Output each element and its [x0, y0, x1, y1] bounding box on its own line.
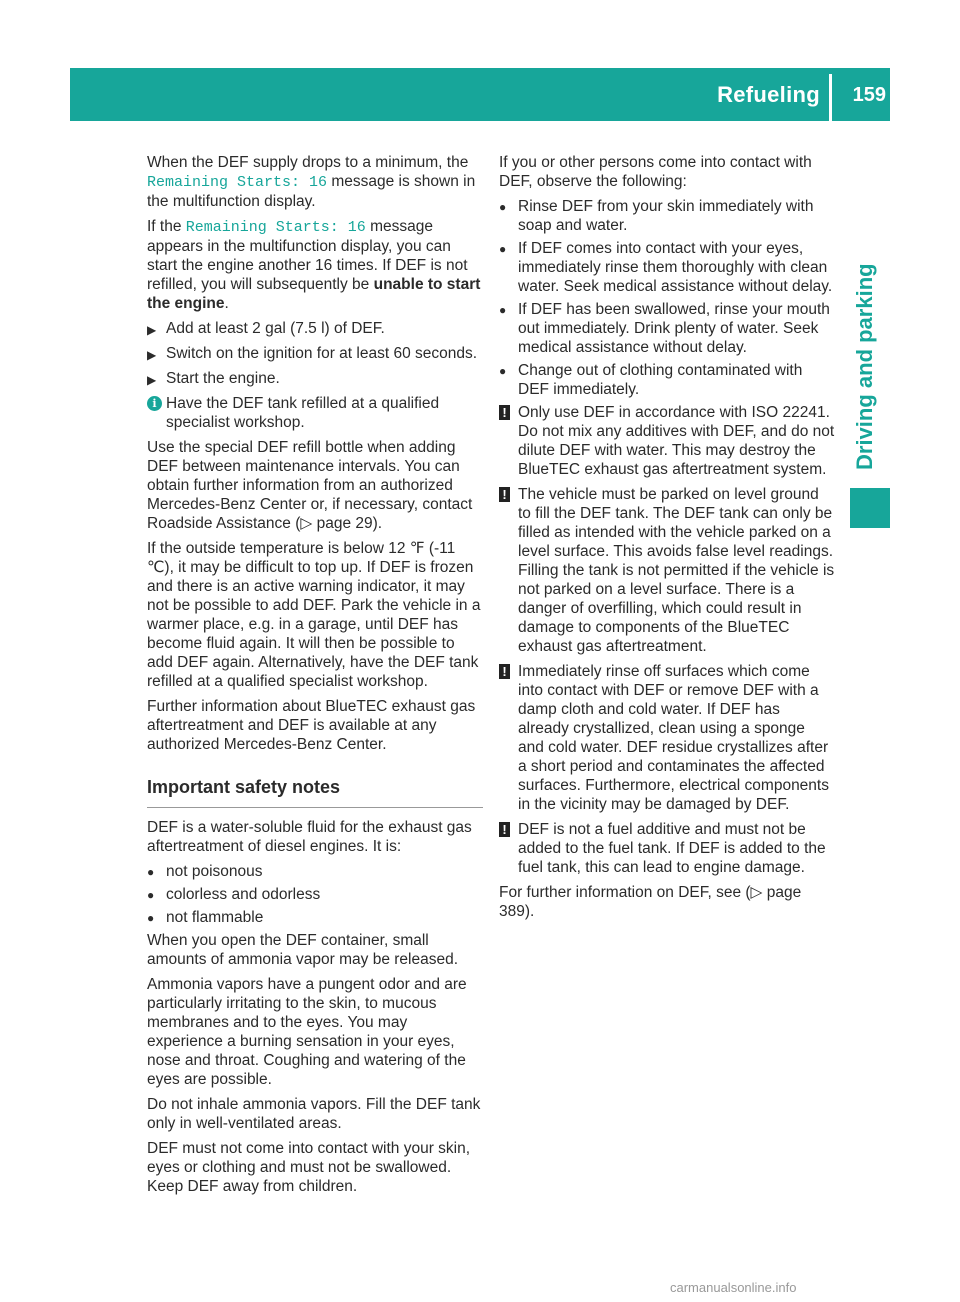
paragraph: DEF is a water-soluble fluid for the exhaust gas aftertreatment of diesel engines. It is:: [147, 819, 472, 855]
paragraph: When the DEF supply drops to a minimum, the Remaining Starts: 16 message is shown in the multifunction display.: [147, 154, 476, 210]
arrow-icon: ▶: [147, 373, 157, 387]
warning-note: ! Only use DEF in accordance with ISO 22241. Do not mix any additives with DEF, and do not dilute DEF with water. This may destroy the BlueTEC exhaust gas aftertreatment system.: [499, 403, 835, 479]
section-title: Refueling: [717, 82, 820, 107]
header-divider: [829, 74, 832, 121]
arrow-icon: ▶: [147, 323, 157, 337]
chapter-tab-marker: [850, 488, 890, 528]
bullet-icon: ●: [147, 865, 155, 879]
paragraph: Use the special DEF refill bottle when adding DEF between maintenance intervals. You can obtain further information from an authorized Mercedes-Benz Center or, if necessary, contact Roadside Assistance (▷ page 29).: [147, 439, 473, 532]
warning-note: ! The vehicle must be parked on level ground to fill the DEF tank. The DEF tank can only be filled as intended with the vehicle parked on a level surface. This avoids false level readings. Filling the tank is not permitted if the vehicle is not parked on a level surface. There is a danger of overfilling, which could result in damage to components of the BlueTEC exhaust gas aftertreatment.: [499, 485, 835, 656]
instruction-step: ▶ Add at least 2 gal (7.5 l) of DEF.: [147, 319, 483, 338]
list-item: ● not poisonous: [147, 863, 263, 880]
warning-icon: !: [499, 487, 510, 502]
bullet-icon: ●: [147, 911, 155, 925]
watermark: carmanualsonline.info: [670, 1280, 797, 1295]
page-number: 159: [852, 84, 886, 106]
instruction-step: ▶ Switch on the ignition for at least 60 seconds.: [147, 344, 483, 363]
bullet-icon: ●: [499, 200, 507, 214]
paragraph: When you open the DEF container, small amounts of ammonia vapor may be released.: [147, 932, 459, 968]
paragraph: Ammonia vapors have a pungent odor and are particularly irritating to the skin, to mucous membranes and to the eyes. You may experience a burning sensation in your eyes, nose and throat. Coughing and watering of the eyes are possible.: [147, 976, 467, 1088]
warning-icon: !: [499, 664, 510, 679]
warning-note: ! DEF is not a fuel additive and must not be added to the fuel tank. If DEF is added to the fuel tank, this can lead to engine damage.: [499, 820, 835, 877]
paragraph: If the Remaining Starts: 16 message appears in the multifunction display, you can start the engine another 16 times. If DEF is not refilled, you will subsequently be unable to start the engine.: [147, 218, 481, 312]
paragraph: DEF must not come into contact with your skin, eyes or clothing and must not be swallowed. Keep DEF away from children.: [147, 1140, 471, 1195]
info-note: i Have the DEF tank refilled at a qualified specialist workshop.: [147, 394, 483, 432]
list-item: ● colorless and odorless: [147, 886, 321, 903]
right-column: [499, 153, 835, 927]
paragraph: Further information about BlueTEC exhaust gas aftertreatment and DEF is available at any authorized Mercedes-Benz Center.: [147, 698, 476, 753]
paragraph: If you or other persons come into contact with DEF, observe the following:: [499, 154, 812, 190]
display-message: Remaining Starts: 16: [147, 174, 328, 191]
chapter-tab-label: Driving and parking: [852, 263, 877, 470]
bullet-icon: ●: [499, 303, 507, 317]
display-message: Remaining Starts: 16: [185, 219, 366, 236]
bullet-icon: ●: [147, 888, 155, 902]
page-header: [70, 68, 890, 121]
list-item: ● Rinse DEF from your skin immediately with soap and water.: [499, 198, 814, 234]
instruction-step: ▶ Start the engine.: [147, 369, 483, 388]
warning-note: ! Immediately rinse off surfaces which come into contact with DEF or remove DEF with a damp cloth and cold water. If DEF has already crystallized, clean using a sponge and cold water. DEF residue crystallizes after a short period and contaminates the affected surfaces. Furthermore, electrical components in the vicinity may be damaged by DEF.: [499, 662, 835, 814]
list-item: ● not flammable: [147, 909, 264, 926]
bullet-icon: ●: [499, 364, 507, 378]
paragraph: For further information on DEF, see (▷ page 389).: [499, 884, 802, 920]
warning-icon: !: [499, 822, 510, 837]
warning-icon: !: [499, 405, 510, 420]
list-item: ● Change out of clothing contaminated with DEF immediately.: [499, 362, 803, 398]
paragraph: Do not inhale ammonia vapors. Fill the DEF tank only in well-ventilated areas.: [147, 1096, 481, 1132]
paragraph: If the outside temperature is below 12 ℉ (‑11 ℃), it may be difficult to top up. If DEF is frozen and there is an active warning indicator, it may not be possible to add DEF. Park the vehicle in a warmer place, e.g. in a garage, until DEF has become fluid again. It will then be possible to add DEF again. Alternatively, have the DEF tank refilled at a qualified specialist workshop.: [147, 540, 481, 690]
list-item: ● If DEF comes into contact with your eyes, immediately rinse them thoroughly with clean water. Seek medical assistance without delay.: [499, 240, 833, 295]
left-column: [147, 153, 483, 1202]
arrow-icon: ▶: [147, 348, 157, 362]
section-heading: Important safety notes: [147, 778, 483, 808]
bullet-icon: ●: [499, 242, 507, 256]
info-icon: i: [147, 396, 162, 411]
list-item: ● If DEF has been swallowed, rinse your mouth out immediately. Drink plenty of water. Seek medical assistance without delay.: [499, 301, 830, 356]
